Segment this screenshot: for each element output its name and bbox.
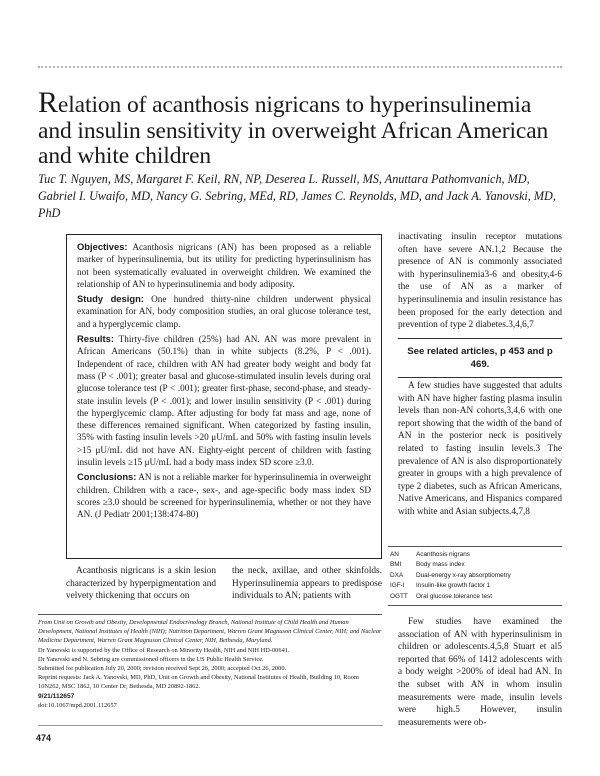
abbreviation-row: OGTT Oral glucose tolerance test [390,592,493,600]
support-note: Dr Yanovski is supported by the Office of Research on Minority Health, NIH and NIH HD-00641. [38,646,290,654]
abbreviation-row: DXA Dual-energy x-ray absorptiometry [390,571,511,579]
abstract-results: Results: Thirty-five children (25%) had AN. AN was more prevalent in African Americans (50.1%) than in white subjects (8.2%, P < .001). Independent of race, children with AN had greater body weight and body fat mass (P < .001); greater basal and glucose-stimulated insulin levels during oral glucose tolerance test (P < .001); greater first-phase, second-phase, and steady-state insulin levels (P < .001); and lower insulin sensitivity (P < .001) during the hyperglycemic clamp. After adjusting for body fat mass and age, none of these differences remained significant. When categorized by fasting insulin, 35% with fasting insulin levels >20 μU/mL and 50% with fasting insulin levels >15 μU/mL did not have AN. Eighty-eight percent of children with fasting insulin levels ≥15 μU/mL had a body mass index SD score ≥3.0. [77,333,371,468]
abstract-conclusions: Conclusions: AN is not a reliable marker for hyperinsulinemia in overweight children. Children with a race-, sex-, and age-specific body mass index SD scores ≥3.0 should be screened for hyperinsulinemia, whether or not they have AN. (J Pediatr 2001;138:474-80) [77,471,371,520]
article-code: 9/21/112657 [38,692,75,700]
abstract-study-design: Study design: One hundred thirty-nine children underwent physical examination for AN, body composition studies, an oral glucose tolerance test, and a hyperglycemic clamp. [77,293,371,329]
right-column-paragraph-2: A few studies have suggested that adults with AN have higher fasting plasma insulin levels than non-AN cohorts,3,4,6 with one report showing that the width of the band of AN in the posterior neck is positively related to fasting insulin levels.3 The prevalence of AN is also disproportionately greater in groups with a high prevalence of type 2 diabetes, such as African Americans, Native Americans, and Hispanics compared with white and Asian subjects.4,7,8 [398,381,562,517]
body-column-2: the neck, axillae, and other skinfolds. Hyperinsulinemia appears to predispose individuals to AN; patients with [232,566,382,602]
submission-note: Submitted for publication July 20, 2000; revision received Sept 26, 2000; accepted Oct 26, 2000. [38,665,287,673]
footer-rule [38,725,383,726]
doi[interactable]: doi:10.1067/mpd.2001.112657 [38,701,117,709]
article-footnotes [38,614,382,710]
right-column-paragraph-3: Few studies have examined the association of AN with hyperinsulinism in children or adolescents.4,5,8 Stuart et al5 reported that 66% of 1412 adolescents with a body weight >200% of ideal had AN. In the subset with AN in whom insulin measurements were made, insulin levels were high.5 However, insulin measurements were ob- [398,617,562,728]
abbreviation-row: AN Acanthosis nigrans [390,551,470,558]
reprint-note: Reprint requests: Jack A. Yanovski, MD, PhD, Unit on Growth and Obesity, National Institutes of Health, Building 10, Room 10N262, MSC 1862, 10 Center Dr, Bethesda, MD 20892-1862. [38,674,359,691]
title-text: elation of acanthosis nigricans to hyperinsulinemia and insulin sensitivity in overweight African American and white children [38,92,549,169]
body-column-1: Acanthosis nigricans is a skin lesion characterized by hyperpigmentation and velvety thickening that occurs on [66,566,216,602]
commission-note: Dr Yanovski and N. Sebring are commissioned officers in the US Public Health Service. [38,655,264,663]
body-text-intro [66,565,382,603]
related-articles-callout[interactable]: See related articles, p 453 and p 469. [398,338,562,378]
abstract-box [66,234,382,559]
abstract-objectives: Objectives: Acanthosis nigricans (AN) has been proposed as a reliable marker of hyperinsulinemia, but its utility for predicting hyperinsulinism has not been systematically evaluated in overweight children. We examined the relationship of AN to hyperinsulinemia and body adiposity. [77,241,371,289]
abbreviation-row: IGF-I Insulin-like growth factor 1 [390,582,491,590]
affiliation-note: From Unit on Growth and Obesity, Developmental Endocrinology Branch, National Institute of Child Health and Human Development, National Institutes of Health (NIH); Nutrition Department, Warren Grant Magnuson Clinical Center, NIH; and Nuclear Medicine Department, Warren Grant Magnuson Clinical Center, NIH, Bethesda, Maryland. [38,619,382,645]
abbreviations-box [388,546,562,606]
right-column-intro: inactivating insulin receptor mutations often have severe AN.1,2 Because the presence of AN is commonly associated with hyperinsulinemia3-6 and obesity,4-6 the use of AN as a marker of hyperinsulinemia and insulin resistance has been proposed for the early detection and prevention of type 2 diabetes.3,4,6,7 [398,232,562,331]
author-list: Tuc T. Nguyen, MS, Margaret F. Keil, RN, NP, Deserea L. Russell, MS, Anuttara Pathomvanich, MD, Gabriel I. Uwaifo, MD, Nancy G. Sebring, MEd, RD, James C. Reynolds, MD, and Jack A. Yanovski, MD, PhD [38,172,556,220]
abbreviation-row: BMI Body mass index [390,561,465,569]
title-drop-cap: R [38,86,58,119]
page-number: 474 [36,733,52,743]
header-dotted-rule [38,66,562,68]
article-title [38,86,562,170]
